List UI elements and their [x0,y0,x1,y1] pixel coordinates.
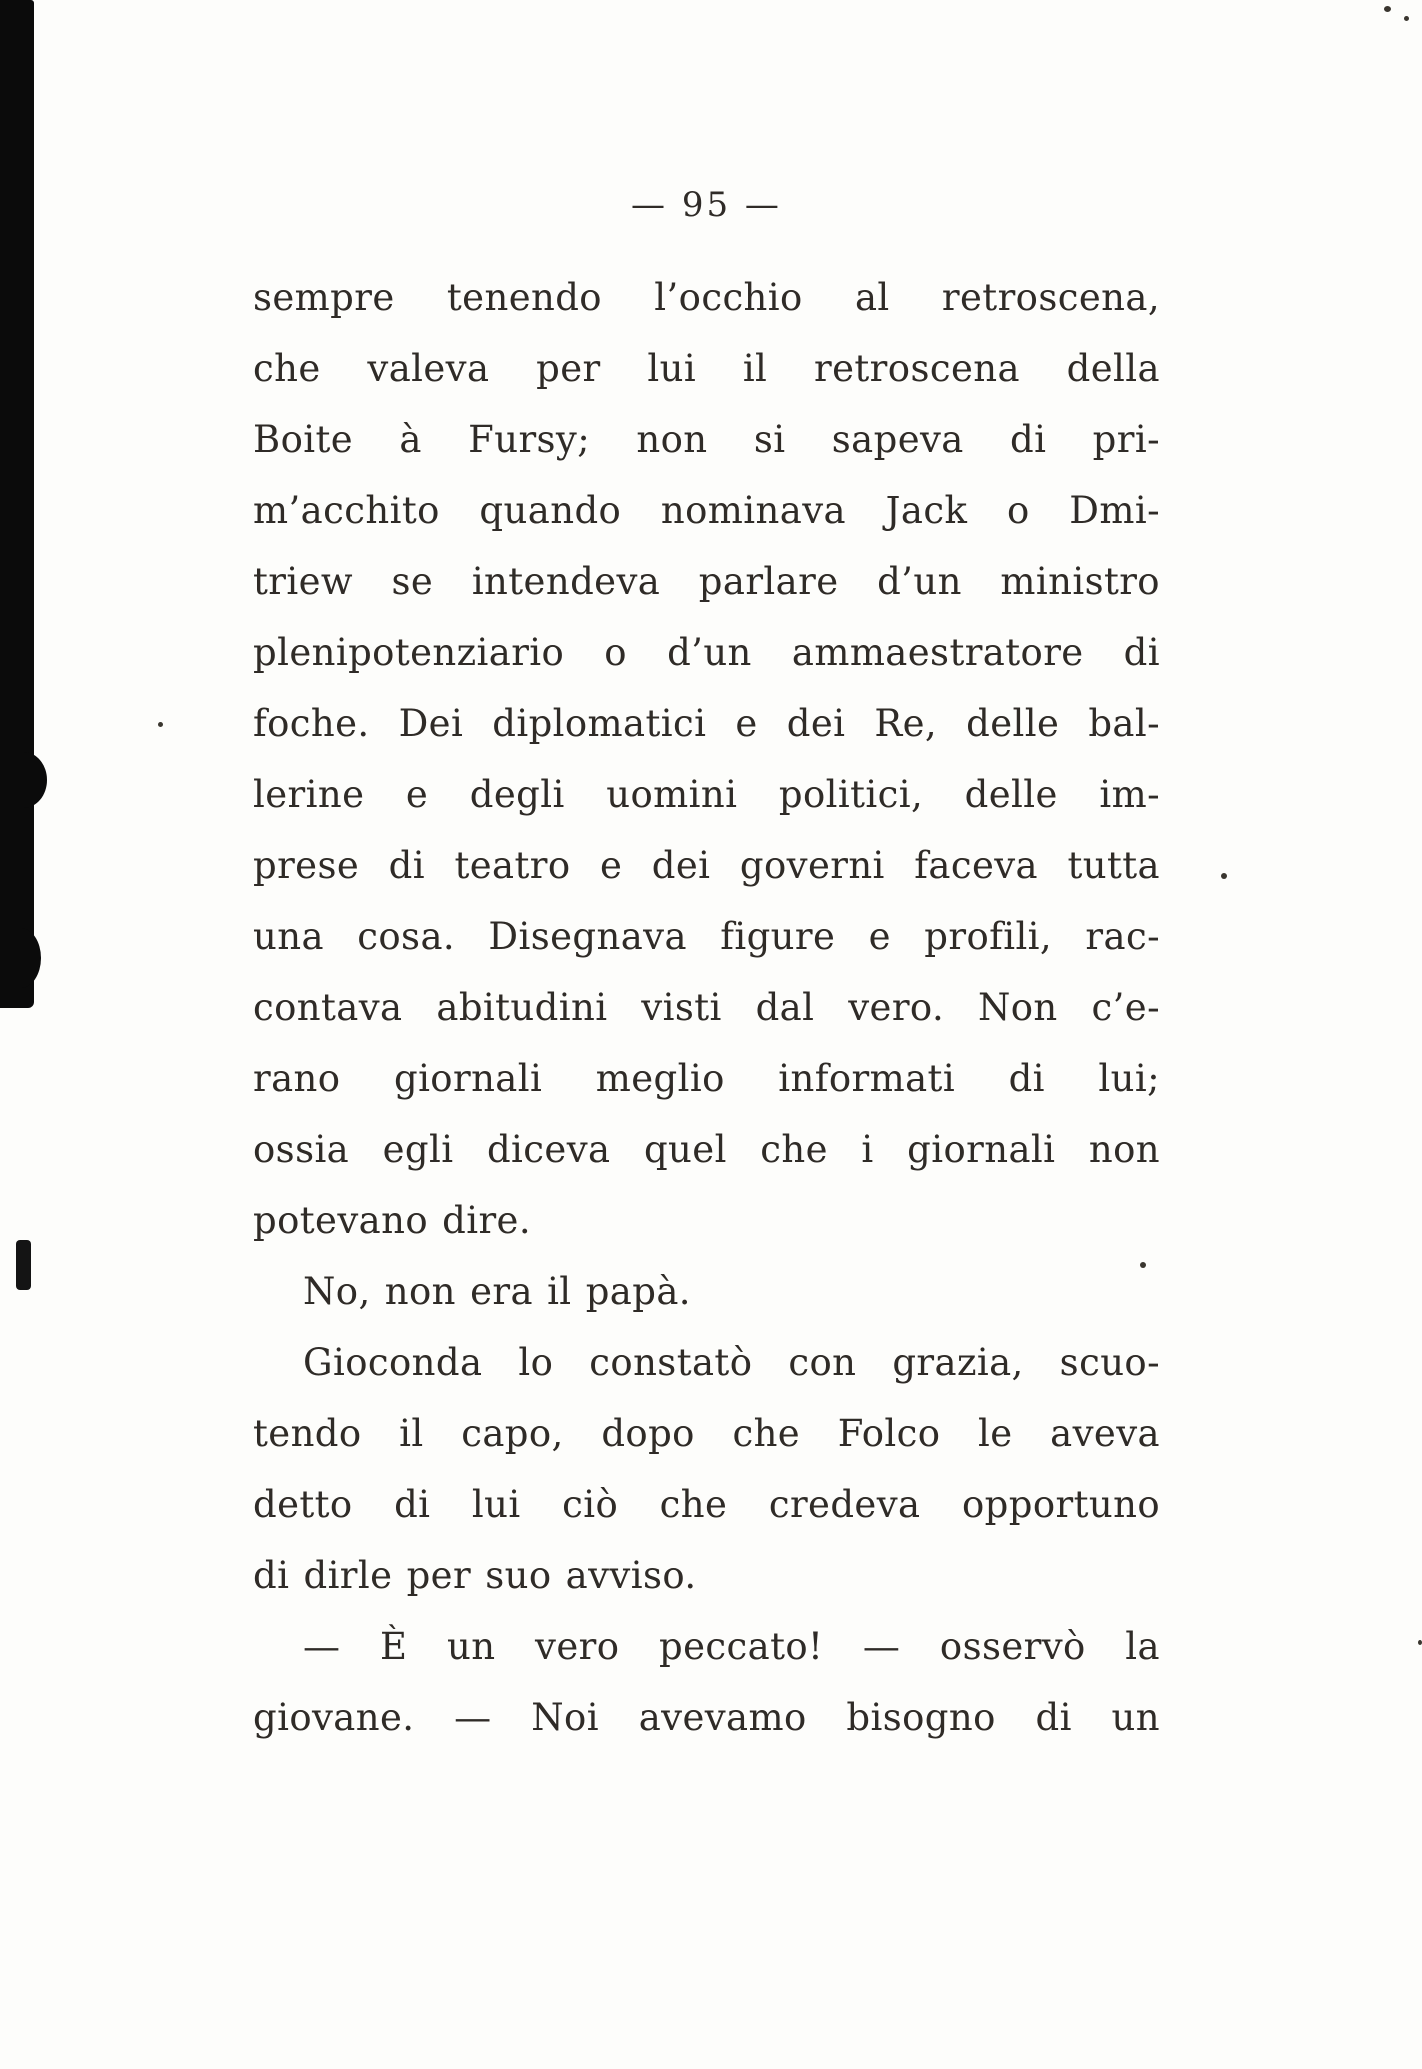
text-line: sempre tenendo l’occhio al retroscena, [253,276,1160,319]
scan-speck [1384,6,1391,12]
text-line: triew se intendeva parlare d’un ministro [253,560,1160,603]
text-line: tendo il capo, dopo che Folco le aveva [253,1412,1160,1455]
scan-speck [1418,1640,1422,1645]
text-line: rano giornali meglio informati di lui; [253,1057,1160,1100]
scan-gutter-blob [0,928,41,988]
text-line: detto di lui ciò che credeva opportuno [253,1483,1160,1526]
text-line: m’acchito quando nominava Jack o Dmi- [253,489,1160,532]
text-line: ossia egli diceva quel che i giornali non [253,1128,1160,1171]
text-line: contava abitudini visti dal vero. Non c’e- [253,986,1160,1029]
text-line: foche. Dei diplomatici e dei Re, delle bal- [253,702,1160,745]
body-text [253,262,1160,1753]
text-line: prese di teatro e dei governi faceva tutta [253,844,1160,887]
text-line: plenipotenziario o d’un ammaestratore di [253,631,1160,674]
scan-gutter-artifact [0,0,34,1008]
scan-gutter-blob [0,752,47,808]
text-line: che valeva per lui il retroscena della [253,347,1160,390]
page-number: — 95 — [631,185,782,225]
text-line: di dirle per suo avviso. [253,1554,697,1597]
text-line: una cosa. Disegnava figure e profili, rac- [253,915,1160,958]
scan-gutter-fragment [16,1240,31,1290]
text-line: lerine e degli uomini politici, delle im- [253,773,1160,816]
scan-speck [1221,873,1227,879]
text-line: potevano dire. [253,1199,532,1242]
text-line: — È un vero peccato! — osservò la [303,1625,1160,1668]
text-line: No, non era il papà. [303,1270,691,1313]
text-line: Boite à Fursy; non si sapeva di pri- [253,418,1160,461]
scan-speck [158,722,163,727]
text-line: giovane. — Noi avevamo bisogno di un [253,1696,1160,1739]
text-line: Gioconda lo constatò con grazia, scuo- [303,1341,1160,1384]
scan-speck [1404,16,1409,21]
